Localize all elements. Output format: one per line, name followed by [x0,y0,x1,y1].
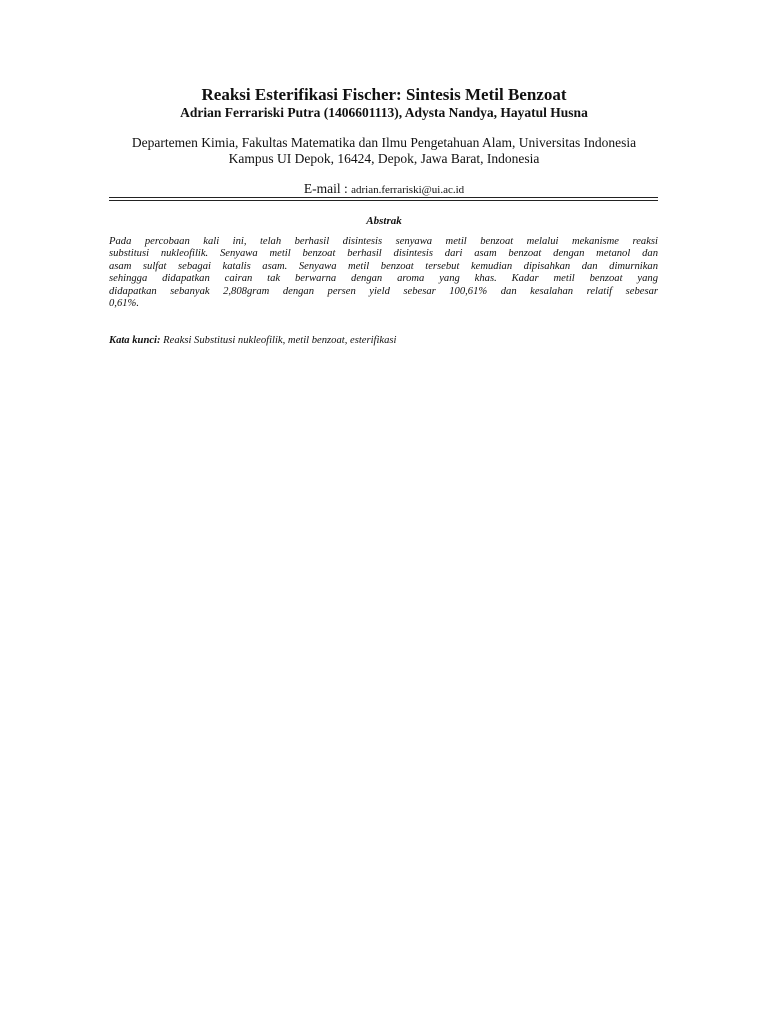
keywords-text: Reaksi Substitusi nukleofilik, metil benzoat, esterifikasi [163,335,397,346]
keywords-line [109,334,658,347]
header-rule-bottom [109,200,658,201]
abstract-line: didapatkan sebanyak 2,808gram dengan persen yield sebesar 100,61% dan kesalahan relatif sebesar [109,285,658,297]
abstract-heading: Abstrak [366,215,402,227]
keywords-label: Kata kunci: [109,335,161,346]
affiliation-line-1: Departemen Kimia, Fakultas Matematika dan Ilmu Pengetahuan Alam, Universitas Indonesia [131,135,637,150]
abstract-line: asam sulfat sebagai katalis asam. Senyawa metil benzoat tersebut kemudian dipisahkan dan dimurnikan [109,260,658,272]
abstract-line: 0,61%. [109,297,140,309]
email-label: E-mail : [303,181,348,196]
abstract-line: sehingga didapatkan cairan tak berwarna dengan aroma yang khas. Kadar metil benzoat yang [109,273,658,285]
email-address: adrian.ferrariski@ui.ac.id [351,184,465,196]
paper-authors: Adrian Ferrariski Putra (1406601113), Adysta Nandya, Hayatul Husna [180,105,588,120]
header-rule-top [109,197,658,198]
paper-title: Reaksi Esterifikasi Fischer: Sintesis Metil Benzoat [201,85,567,104]
affiliation-line-2: Kampus UI Depok, 16424, Depok, Jawa Barat, Indonesia [228,151,540,166]
abstract-line: substitusi nukleofilik. Senyawa metil benzoat berhasil disintesis dari asam benzoat dengan metanol dan [109,248,658,260]
abstract-body [109,236,658,310]
abstract-line: Pada percobaan kali ini, telah berhasil disintesis senyawa metil benzoat melalui mekanisme reaksi [109,236,658,247]
